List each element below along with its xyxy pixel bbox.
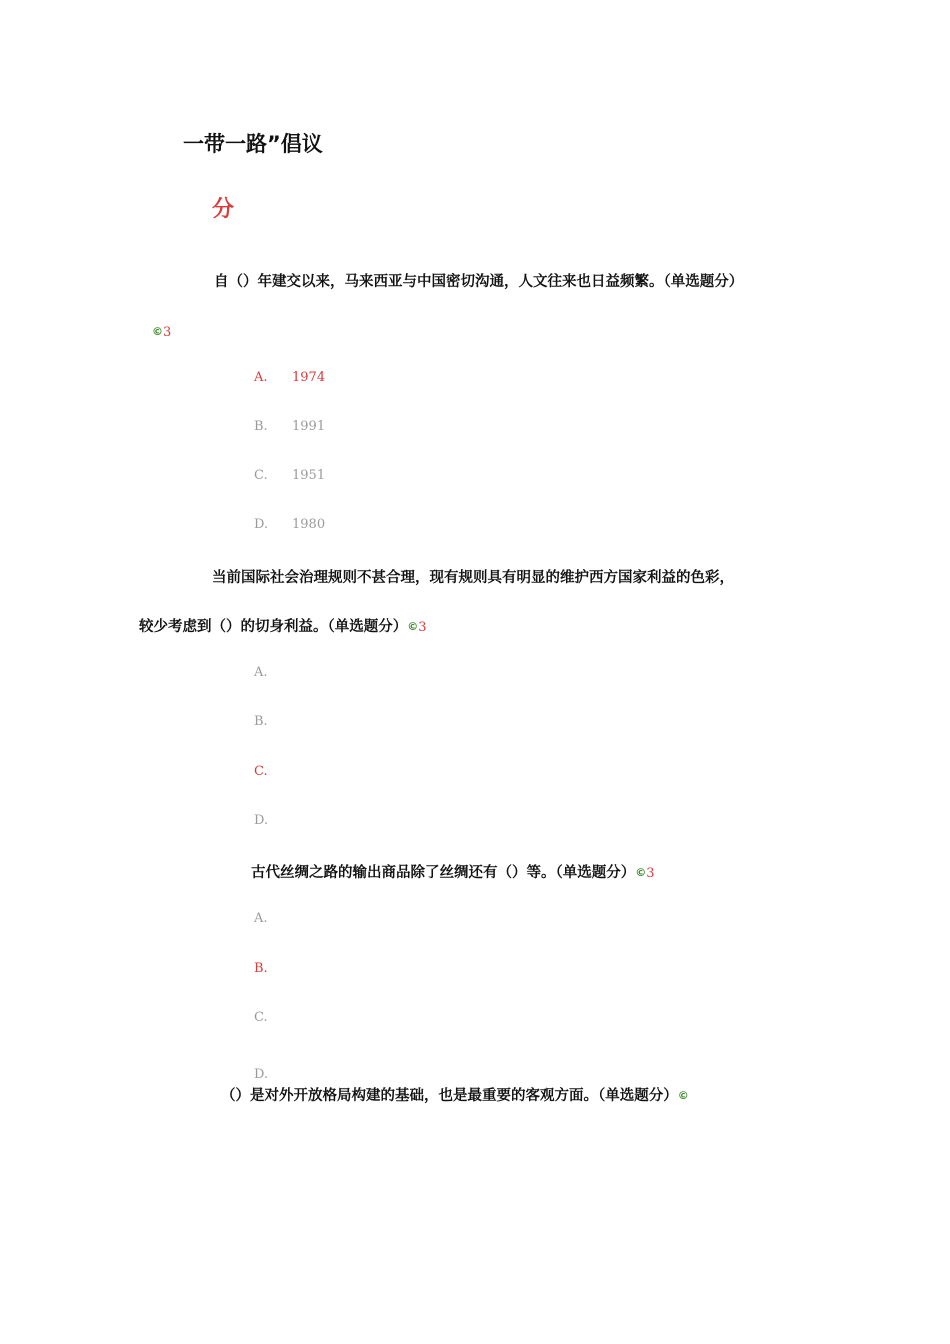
option-letter: A. (254, 911, 268, 926)
question-4-line (221, 1084, 689, 1105)
question-1-text: 自（）年建交以来，马来西亚与中国密切沟通，人文往来也日益频繁。（单选题分） (214, 274, 744, 290)
option-letter: C. (254, 1010, 268, 1025)
question-1-option-c[interactable] (254, 468, 325, 483)
question-2-points: 3 (418, 620, 427, 635)
question-2-text-line1: 当前国际社会治理规则不甚合理，现有规则具有明显的维护西方国家利益的色彩， (212, 570, 734, 586)
option-letter: B. (254, 961, 268, 976)
option-letter: D. (254, 1067, 269, 1082)
question-1-option-d[interactable] (254, 517, 325, 532)
copyright-icon: © (152, 325, 163, 338)
question-3-text: 古代丝绸之路的输出商品除了丝绸还有（）等。（单选题分） (251, 865, 636, 881)
question-1-score (152, 321, 171, 340)
question-2-option-c[interactable] (254, 764, 292, 779)
option-letter: B. (254, 419, 268, 434)
option-letter: B. (254, 714, 268, 729)
option-text: 1951 (292, 468, 326, 483)
question-3-points: 3 (646, 866, 655, 881)
question-3-option-d[interactable] (254, 1067, 292, 1082)
question-2-text: 较少考虑到（）的切身利益。（单选题分） (139, 619, 408, 635)
copyright-icon: © (635, 866, 647, 879)
option-letter: A. (254, 370, 268, 385)
copyright-icon: © (677, 1089, 689, 1102)
option-letter: D. (254, 517, 269, 532)
question-2-option-a[interactable] (254, 665, 292, 680)
option-text: 1991 (292, 419, 326, 434)
question-1-option-a[interactable] (254, 370, 325, 385)
question-1-points: 3 (163, 325, 172, 340)
page-title: 一带一路”倡议 (183, 132, 323, 156)
option-letter: C. (254, 764, 268, 779)
question-1-option-b[interactable] (254, 419, 325, 434)
question-4-text: （）是对外开放格局构建的基础，也是最重要的客观方面。（单选题分） (221, 1088, 678, 1104)
option-letter: A. (254, 665, 268, 680)
option-text: 1974 (292, 370, 326, 385)
question-3-option-a[interactable] (254, 911, 292, 926)
question-3-option-b[interactable] (254, 961, 292, 976)
question-2-option-d[interactable] (254, 813, 292, 828)
option-letter: C. (254, 468, 268, 483)
question-2-text-line2 (139, 615, 427, 636)
question-3-line (251, 861, 655, 882)
option-text: 1980 (292, 517, 326, 532)
score-label: 分 (212, 197, 235, 222)
option-letter: D. (254, 813, 269, 828)
question-3-option-c[interactable] (254, 1010, 292, 1025)
copyright-icon: © (407, 620, 419, 633)
question-2-option-b[interactable] (254, 714, 292, 729)
